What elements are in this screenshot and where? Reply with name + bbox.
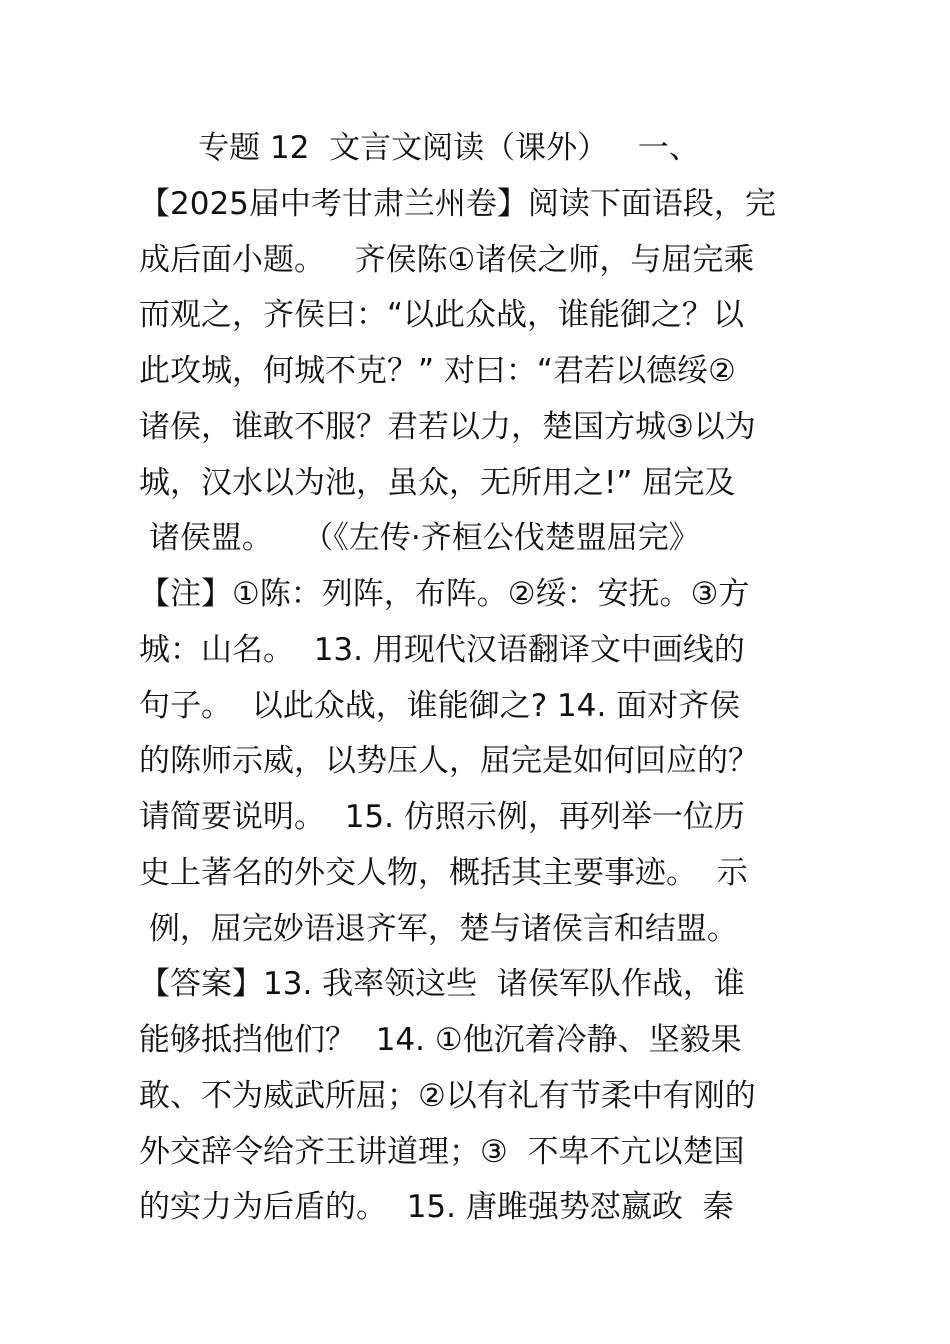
text-line: 诸侯，谁敢不服？君若以力，楚国方城③以为 bbox=[139, 409, 756, 445]
text-line: 而观之，齐侯曰：“以此众战，谁能御之？以 bbox=[139, 297, 745, 333]
text-line: 的实力为后盾的。 15. 唐雎强势怼嬴政 秦 bbox=[139, 1189, 734, 1225]
text-line: 城，汉水以为池，虽众，无所用之!” 屈完及 bbox=[139, 465, 736, 501]
text-line: 诸侯盟。 （《左传·齐桓公伐楚盟屈完》 bbox=[139, 520, 700, 556]
text-line: 【答案】13. 我率领这些 诸侯军队作战，谁 bbox=[139, 966, 745, 1002]
text-line: 成后面小题。 齐侯陈①诸侯之师，与屈完乘 bbox=[139, 242, 755, 278]
text-line: 例，屈完妙语退齐军，楚与诸侯言和结盟。 bbox=[139, 911, 738, 947]
text-line: 此攻城，何城不克？” 对曰：“君若以德绥② bbox=[139, 353, 736, 389]
text-line: 【注】①陈：列阵，布阵。②绥：安抚。③方 bbox=[139, 576, 750, 612]
text-line: 请简要说明。 15. 仿照示例，再列举一位历 bbox=[139, 799, 745, 835]
text-line: 【2025届中考甘肃兰州卷】阅读下面语段，完 bbox=[139, 186, 776, 222]
text-line: 专题 12 文言文阅读（课外） 一、 bbox=[139, 130, 700, 166]
text-line: 敢、不为威武所屈；②以有礼有节柔中有刚的 bbox=[139, 1078, 756, 1114]
text-line: 城：山名。 13. 用现代汉语翻译文中画线的 bbox=[139, 632, 745, 668]
text-line: 能够抵挡他们？ 14. ①他沉着冷静、坚毅果 bbox=[139, 1022, 742, 1058]
text-line: 史上著名的外交人物，概括其主要事迹。 示 bbox=[139, 855, 748, 891]
text-line: 句子。 以此众战，谁能御之? 14. 面对齐侯 bbox=[139, 688, 741, 724]
text-line: 外交辞令给齐王讲道理；③ 不卑不亢以楚国 bbox=[139, 1134, 745, 1170]
text-line: 的陈师示威，以势压人，屈完是如何回应的？ bbox=[139, 743, 759, 779]
